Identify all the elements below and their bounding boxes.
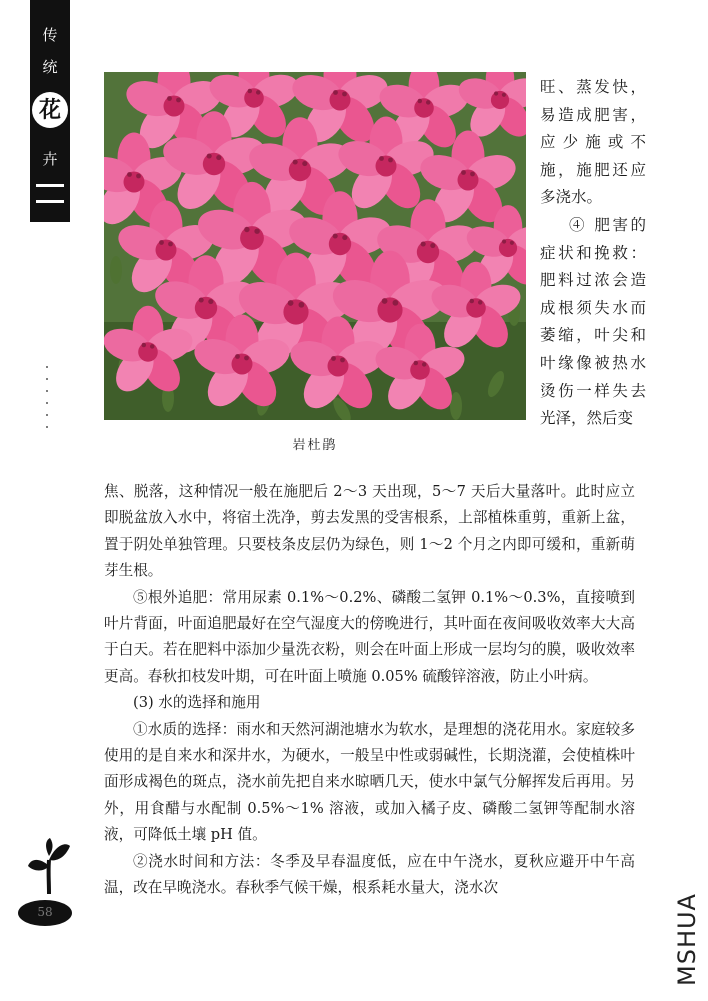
tab-divider <box>36 184 64 187</box>
azalea-illustration <box>104 72 526 420</box>
side-paragraph: ④ 肥害的症状和挽救：肥料过浓会造成根须失水而萎缩，叶尖和叶缘像被热水烫伤一样失去光泽，然后变 <box>540 215 646 428</box>
margin-dots <box>44 366 50 438</box>
tab-char-1: 传 <box>42 26 58 44</box>
tab-char-2: 统 <box>42 58 58 76</box>
tab-char-3: 卉 <box>42 150 58 168</box>
body-paragraph: 焦、脱落，这种情况一般在施肥后 2～3 天出现，5～7 天后大量落叶。此时应立即脱盆放入水中，将宿土洗净，剪去发黑的受害根系，上部植株重剪，重新上盆，置于阴处单独管理。只要枝条皮层仍为绿色，则 1～2 个月之内即可缓和，重新萌芽生根。 <box>104 483 635 580</box>
tab-divider <box>36 200 64 203</box>
photo-caption: 岩杜鹃 <box>292 438 338 453</box>
body-text <box>104 479 635 902</box>
sprout-icon <box>24 836 74 896</box>
body-paragraph: ②浇水时间和方法：冬季及早春温度低，应在中午浇水，夏秋应避开中午高温，改在早晚浇水。春秋季气候干燥，根系耗水量大，浇水次 <box>104 852 635 897</box>
side-text-column <box>540 74 646 433</box>
section-tab <box>30 0 70 222</box>
page-number: 58 <box>37 905 53 919</box>
azalea-photo <box>104 72 526 420</box>
side-paragraph: 旺、蒸发快，易造成肥害，应少施或不施，施肥还应多浇水。 <box>540 78 646 207</box>
section-heading: (3) 水的选择和施用 <box>133 694 261 712</box>
body-paragraph: ①水质的选择：雨水和天然河湖池塘水为软水，是理想的浇花用水。家庭较多使用的是自来水和深井水，为硬水，一般呈中性或弱碱性，长期浇灌，会使植株叶面形成褐色的斑点，浇水前先把自来水晾晒几天，使水中氯气分解挥发后再用。另外，用食醋与水配制 0.5%～1% 溶液，或加入橘子皮、磷酸二氢钾等配制水溶液，可降低土壤 pH 值。 <box>104 720 635 844</box>
body-paragraph: ⑤根外追肥：常用尿素 0.1%～0.2%、磷酸二氢钾 0.1%～0.3%，直接喷到叶片背面，叶面追肥最好在空气湿度大的傍晚进行，其叶面在夜间吸收效率大大高于白天。若在肥料中添加少量洗衣粉，则会在叶面上形成一层均匀的膜，吸收效率更高。春秋扣枝发叶期，可在叶面上喷施 0.05% 硫酸锌溶液，防止小叶病。 <box>104 588 635 685</box>
tab-highlight-char: 花 <box>32 92 68 128</box>
watermark-text: MSHUA <box>673 893 701 986</box>
